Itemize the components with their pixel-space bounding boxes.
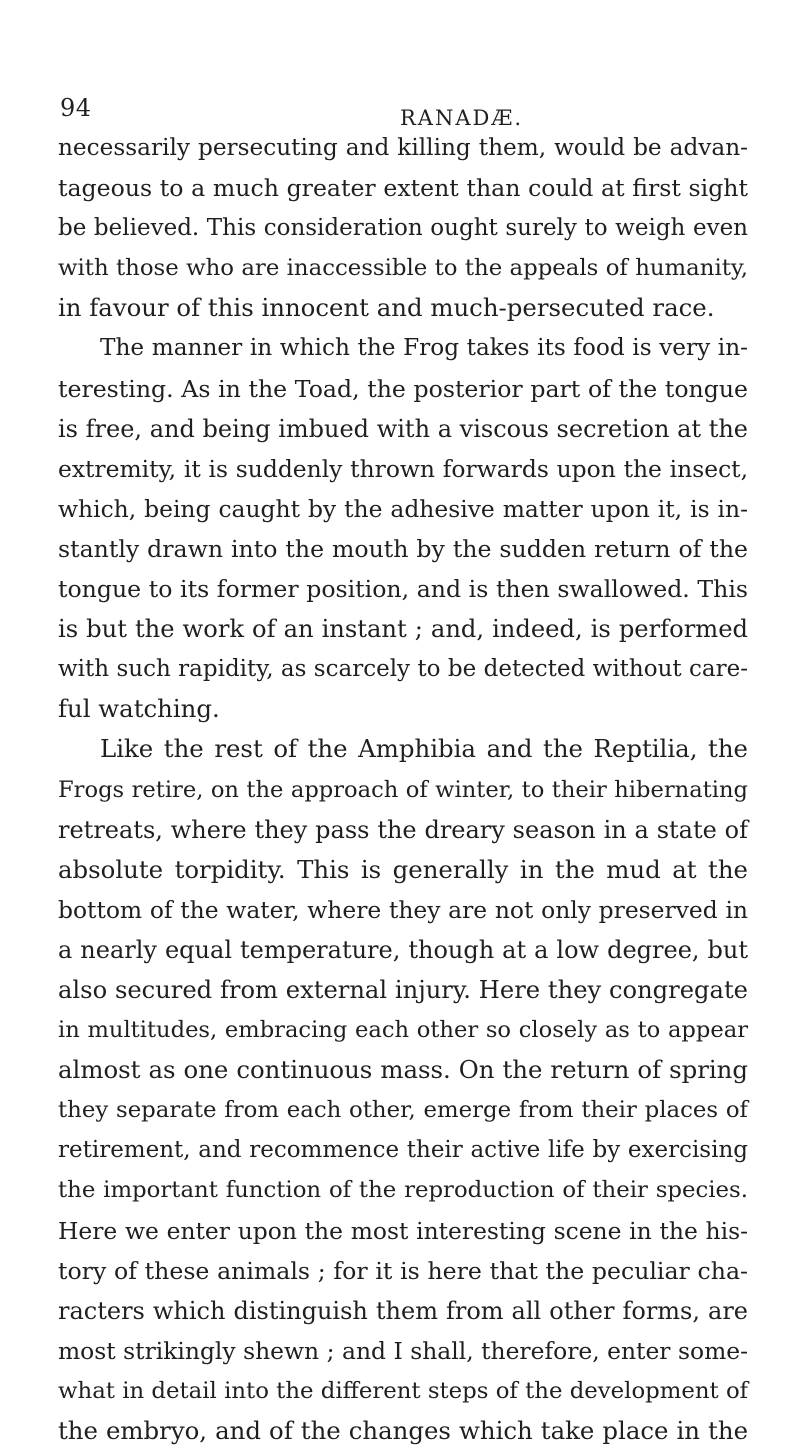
text-line: tongue to its former position, and is then swallowed. This: [58, 575, 748, 604]
text-line: stantly drawn into the mouth by the sudden return of the: [58, 534, 748, 563]
text-line: The manner in which the Frog takes its food is very in-: [100, 334, 748, 362]
text-line: a nearly equal temperature, though at a low degree, but: [58, 935, 748, 964]
text-line: bottom of the water, where they are not only preserved in: [58, 895, 748, 924]
text-line: extremity, it is suddenly thrown forwards upon the insect,: [58, 454, 748, 483]
text-line: with such rapidity, as scarcely to be detected without care-: [58, 656, 748, 683]
text-line: Frogs retire, on the approach of winter, to their hibernating: [58, 776, 748, 803]
text-line: ful watching.: [58, 694, 220, 724]
text-line: absolute torpidity. This is generally in the mud at the: [58, 854, 748, 884]
text-line: be believed. This consideration ought surely to weigh even: [58, 215, 748, 242]
text-line: Here we enter upon the most interesting scene in the his-: [58, 1216, 748, 1245]
text-line: retreats, where they pass the dreary season in a state of: [58, 815, 748, 844]
text-line: retirement, and recommence their active life by exercising: [58, 1137, 748, 1164]
body-text: [58, 128, 748, 1451]
text-line: with those who are inaccessible to the appeals of humanity,: [58, 255, 748, 282]
text-line: which, being caught by the adhesive matter upon it, is in-: [58, 494, 748, 523]
text-line: is free, and being imbued with a viscous secretion at the: [58, 414, 748, 443]
text-line: Like the rest of the Amphibia and the Reptilia, the: [100, 734, 748, 764]
text-line: almost as one continuous mass. On the return of spring: [58, 1055, 748, 1085]
text-line: they separate from each other, emerge from their places of: [58, 1097, 748, 1124]
text-line: in favour of this innocent and much-persecuted race.: [58, 293, 715, 323]
text-line: in multitudes, embracing each other so closely as to appear: [58, 1017, 748, 1044]
text-line: the important function of the reproduction of their species.: [58, 1177, 748, 1204]
text-line: the embryo, and of the changes which take place in the: [58, 1416, 748, 1445]
text-line: is but the work of an instant ; and, indeed, is performed: [58, 615, 748, 644]
text-line: racters which distinguish them from all other forms, are: [58, 1296, 748, 1325]
text-line: necessarily persecuting and killing them, would be advan-: [58, 134, 748, 161]
text-line: teresting. As in the Toad, the posterior part of the tongue: [58, 374, 748, 403]
text-line: what in detail into the different steps of the development of: [58, 1377, 749, 1404]
text-line: most strikingly shewn ; and I shall, therefore, enter some-: [58, 1336, 748, 1365]
page-number: 94: [60, 94, 92, 122]
text-line: also secured from external injury. Here they congregate: [58, 975, 748, 1004]
text-line: tageous to a much greater extent than could at first sight: [58, 174, 748, 203]
running-head: RANADÆ.: [400, 106, 524, 130]
text-line: tory of these animals ; for it is here that the peculiar cha-: [58, 1256, 748, 1285]
